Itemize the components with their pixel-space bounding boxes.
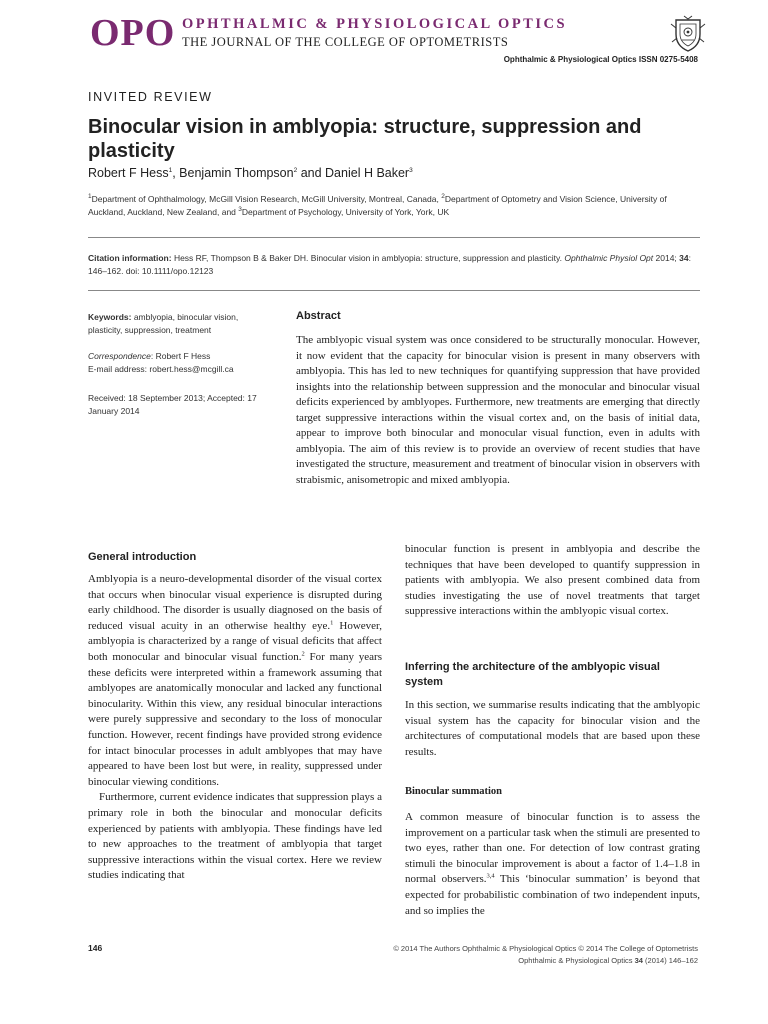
divider xyxy=(88,290,700,291)
affiliation: Department of Optometry and Vision Science, University of Auckland, Auckland, New Zealand, and xyxy=(88,194,667,217)
abstract-text: The amblyopic visual system was once considered to be structurally monocular. However, it now evident that the capacity for binocular vision is present in many observers with amblyopia. This has led to new techniques for quantifying suppression that have provided insights into the relationship between suppression and the monocular and binocular visual deficits experienced by amblyopes. Furthermore, new treatments are emerging that directly target suppressive interactions within the visual cortex and, on the basis of initial data, appear to improve both binocular and monocular visual function, even in adults with amblyopia. The aim of this review is to provide an overview of recent studies that have investigated the structure, measurement and treatment of binocular vision in observers with strabismic, anisometropic and mixed amblyopia. xyxy=(296,334,700,486)
paragraph-text: This ‘binocular summation’ is beyond that expected for probabilistic combination of two independent inputs, and so implies the xyxy=(405,873,700,917)
college-crest-icon xyxy=(668,14,708,54)
affiliation-marker: 3 xyxy=(238,206,242,214)
paragraph: Furthermore, current evidence indicates that suppression plays a primary role in both the binocular and monocular deficits experienced by patients with amblyopia. These findings have led to new approaches to the treatment of amblyopia that target suppressive interactions within the visual cortex. Here we review studies indicating that xyxy=(88,791,382,882)
section-tag: INVITED REVIEW xyxy=(88,90,213,104)
body-column-left xyxy=(88,572,382,884)
author-name: Benjamin Thompson xyxy=(179,166,294,180)
reference-marker: 2 xyxy=(301,650,305,658)
affiliation-marker: 1 xyxy=(88,193,92,201)
journal-line: Ophthalmic & Physiological Optics xyxy=(518,956,635,965)
section-heading-general-introduction: General introduction xyxy=(88,551,197,563)
keywords xyxy=(88,311,273,337)
section-heading-inferring-architecture: Inferring the architecture of the amblyopic visual system xyxy=(405,661,660,688)
affiliation: Department of Ophthalmology, McGill Vision Research, McGill University, Montreal, Canada, xyxy=(91,194,442,204)
citation-label: Citation information: xyxy=(88,253,172,263)
author-affiliation-marker: 1 xyxy=(168,166,173,174)
citation-text: Hess RF, Thompson B & Baker DH. Binocular vision in amblyopia: structure, suppression and plasticity. xyxy=(171,253,565,263)
received-dates: Received: 18 September 2013; Accepted: 17 January 2014 xyxy=(88,393,257,416)
author-list: Robert F Hess$^1$, Benjamin Thompson$^2$ and Daniel H Baker$^3$ xyxy=(88,166,413,180)
copyright-line: © 2014 The Authors Ophthalmic & Physiological Optics © 2014 The College of Optometrists xyxy=(393,944,698,953)
affiliation-marker: 2 xyxy=(441,193,445,201)
paragraph: In this section, we summarise results indicating that the amblyopic visual system has the capacity for binocular vision and the architectures of computational models that are based upon these results. xyxy=(405,699,700,758)
masthead xyxy=(90,14,710,54)
abstract-heading: Abstract xyxy=(296,310,341,322)
affiliations xyxy=(88,193,688,219)
paragraph-continued: binocular function is present in amblyopia and describe the techniques that have been developed to quantify suppression in patients with amblyopia. We also present combined data from studies investigating the use of novel treatments that target suppressive interactions within the amblyopic visual cortex. xyxy=(405,543,700,618)
paragraph xyxy=(88,572,382,790)
paragraph-text: Amblyopia is a neuro-developmental disorder of the visual cortex that occurs when binocular visual experience is disrupted during early childhood. The disorder is usually diagnosed on the basis of reduced visual acuity in an otherwise healthy eye. xyxy=(88,573,382,632)
author-affiliation-marker: 3 xyxy=(409,166,413,174)
correspondence-label: Correspondence xyxy=(88,351,151,361)
author-affiliation-marker: 2 xyxy=(293,166,298,174)
keywords-text: amblyopia, binocular vision, plasticity, suppression, treatment xyxy=(88,312,239,335)
issn-line: Ophthalmic & Physiological Optics ISSN 0275-5408 xyxy=(503,55,698,64)
paragraph xyxy=(405,810,700,919)
correspondence xyxy=(88,350,273,376)
subsection-heading-binocular-summation: Binocular summation xyxy=(405,786,502,797)
journal-volume: 34 xyxy=(634,956,643,965)
citation-information xyxy=(88,252,700,278)
journal-logo: OPO xyxy=(90,12,176,54)
page-number: 146 xyxy=(88,943,103,953)
journal-years-pages: (2014) 146–162 xyxy=(642,956,698,965)
citation-journal: Ophthalmic Physiol Opt xyxy=(564,253,654,263)
keywords-label: Keywords: xyxy=(88,312,132,322)
citation-volume: 34 xyxy=(679,253,689,263)
paragraph-text: For many years these deficits were interpreted within a framework assuming that amblyopes are anatomically monocular and lacked any functional binocularity. Within this view, any residual binocular interactions were purely suppressive and secondary to the loss of monocular function. However, recent findings have provided strong evidence for intact binocular processes in adult amblyopes that may have appeared to have been lost but were, in reality, suppressed under binocular viewing conditions. xyxy=(88,650,382,788)
divider xyxy=(88,237,700,238)
correspondence-name: : Robert F Hess xyxy=(150,351,211,361)
reference-marker: 3,4 xyxy=(486,872,495,880)
affiliation: Department of Psychology, University of York, York, UK xyxy=(241,207,450,217)
paragraph-text: However, amblyopia is characterized by a range of visual deficits that affect both monocular and binocular visual function. xyxy=(88,619,383,663)
correspondence-email: E-mail address: robert.hess@mcgill.ca xyxy=(88,364,234,374)
paragraph-text: A common measure of binocular function is to assess the improvement on a particular task when the stimuli are presented to two eyes, rather than one. For detection of low contrast grating stimuli the binocular improvement is about a factor of 1.4–1.8 in normal observers. xyxy=(405,811,700,886)
article-title: Binocular vision in amblyopia: structure, suppression and plasticity xyxy=(88,116,642,162)
author-name: Daniel H Baker xyxy=(325,166,410,180)
author-name: Robert F Hess xyxy=(88,166,169,180)
footer-copyright xyxy=(393,943,698,967)
citation-year: 2014; xyxy=(653,253,680,263)
reference-marker: 1 xyxy=(330,619,334,627)
citation-pages-doi: : 146–162. doi: 10.1111/opo.12123 xyxy=(88,253,691,276)
journal-name: OPHTHALMIC & PHYSIOLOGICAL OPTICS xyxy=(182,16,568,32)
journal-subtitle: THE JOURNAL OF THE COLLEGE OF OPTOMETRISTS xyxy=(182,35,509,49)
